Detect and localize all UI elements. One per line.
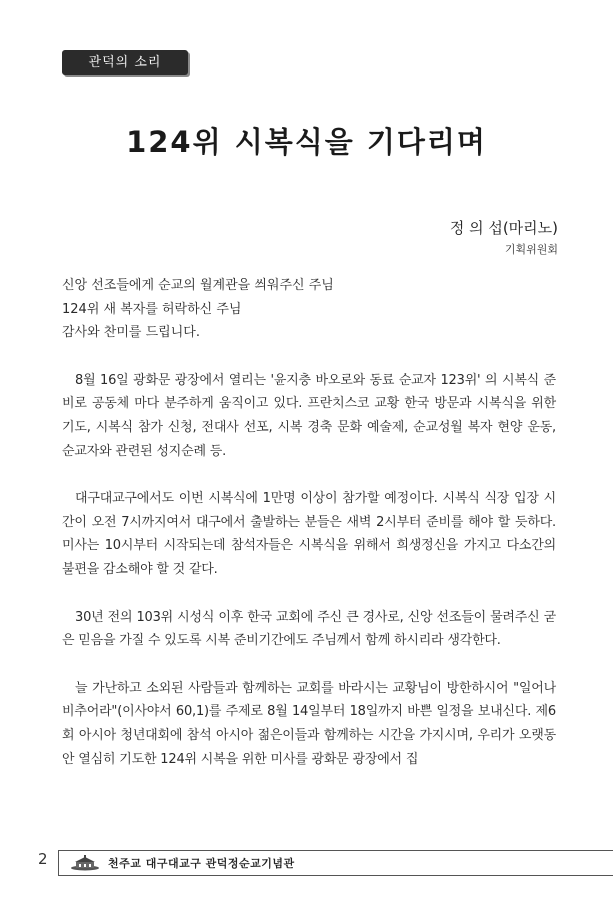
verse-line: 감사와 찬미를 드립니다. — [62, 325, 200, 341]
author-role: 기획위원회 — [504, 243, 558, 256]
page-footer — [0, 840, 613, 880]
page-number: 2 — [38, 850, 48, 868]
author-name: 정 의 섭(마리노) — [449, 219, 558, 237]
verse-line: 124위 새 복자를 허락하신 주님 — [62, 301, 242, 317]
body-paragraph: 대구대교구에서도 이번 시복식에 1만명 이상이 참가할 예정이다. 시복식 식장 입장 시간이 오전 7시까지여서 대구에서 출발하는 분들은 새벽 2시부터 준비를 해야 할 듯하다. 미사는 10시부터 시작되는데 참석자들은 시복식을 위해서 희생정신을 가지고 다소간의 불편을 감소해야 할 것 같다. — [62, 491, 556, 577]
body-paragraph: 8월 16일 광화문 광장에서 열리는 '윤지충 바오로와 동료 순교자 123위' 의 시복식 준비로 공동체 마다 분주하게 움직이고 있다. 프란치스코 교황 한국 방문과 시복식을 위한 기도, 시복식 참가 신청, 전대사 선포, 시복 경축 문화 예술제, 순교성월 복자 현양 운동, 순교자와 관련된 성지순례 등. — [62, 372, 556, 459]
opening-verse — [62, 274, 556, 345]
footer-divider — [58, 850, 59, 875]
footer-bottom-rule — [58, 875, 613, 876]
organization-name: 천주교 대구대교구 관덕정순교기념관 — [108, 857, 295, 870]
body-paragraph: 늘 가난하고 소외된 사람들과 함께하는 교회를 바라시는 교황님이 방한하시어 "일어나 비추어라"(이사야서 60,1)를 주제로 8월 14일부터 18일까지 바쁜 일정을 보내신다. 제6회 아시아 청년대회에 참석 아시아 젊은이들과 함께하는 시간을 가지시며, 우리가 오랫동안 열심히 기도한 124위 시복을 위한 미사를 광화문 광장에서 집 — [62, 680, 556, 767]
section-tab: 관덕의 소리 — [62, 50, 188, 75]
footer-top-rule — [58, 850, 613, 851]
article-body — [62, 274, 556, 771]
article-title: 124위 시복식을 기다리며 — [126, 125, 487, 159]
church-building-icon — [70, 855, 100, 871]
verse-line: 신앙 선조들에게 순교의 월계관을 씌워주신 주님 — [62, 278, 334, 293]
body-paragraph: 30년 전의 103위 시성식 이후 한국 교회에 주신 큰 경사로, 신앙 선조들이 물려주신 굳은 믿음을 가질 수 있도록 시복 준비기간에도 주님께서 함께 하시리라 생각한다. — [62, 609, 556, 649]
